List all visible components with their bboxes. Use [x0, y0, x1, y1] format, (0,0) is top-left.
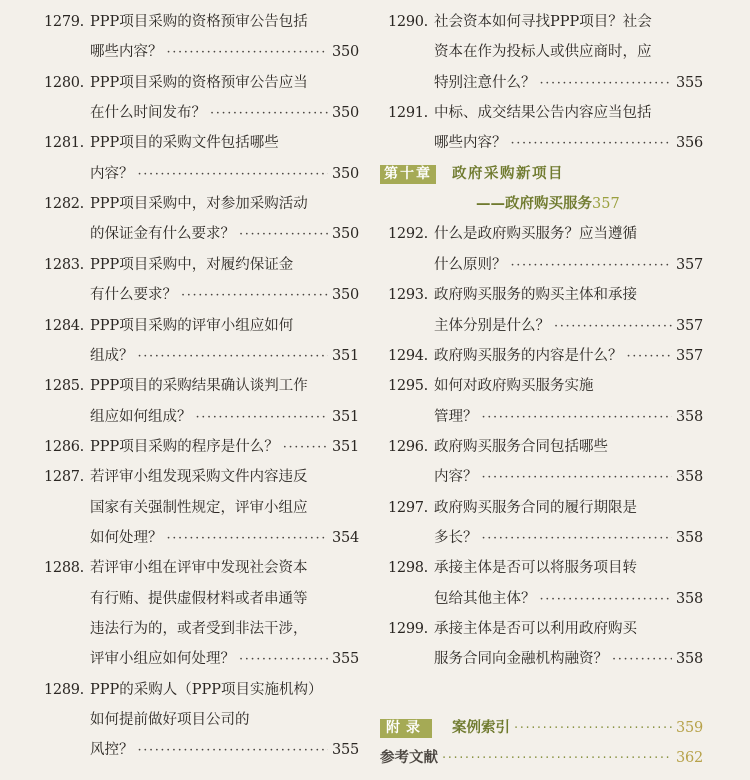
- entry-line[interactable]: [90, 280, 360, 311]
- entry-line[interactable]: [434, 644, 704, 675]
- toc-entry-line: [36, 462, 356, 492]
- dot-leader: [511, 129, 673, 159]
- toc-entry-line: [36, 311, 356, 341]
- dot-leader: [283, 433, 328, 463]
- entry-line[interactable]: [90, 644, 360, 675]
- toc-entry-line: [36, 280, 360, 310]
- page-number: 350: [332, 105, 360, 122]
- toc-entry-line: [36, 675, 356, 705]
- entry-line[interactable]: [434, 250, 704, 281]
- appendix-heading[interactable]: [380, 713, 704, 743]
- entry-title-text: 多长？: [434, 529, 478, 546]
- chapter-heading[interactable]: [380, 159, 700, 189]
- entry-number: 1280.: [43, 74, 84, 91]
- appendix-tag: 附录: [380, 719, 432, 738]
- dot-leader: [514, 714, 672, 744]
- entry-title-text: 承接主体是否可以将服务项目转: [434, 560, 637, 577]
- entry-line[interactable]: [90, 584, 356, 614]
- entry-title-text: 若评审小组在评审中发现社会资本: [90, 560, 308, 577]
- entry-number: 1293.: [387, 287, 428, 304]
- toc-entry-line: [380, 584, 704, 614]
- entry-number: 1284.: [43, 317, 84, 334]
- dot-leader: [482, 463, 673, 493]
- toc-entry-line: [36, 735, 360, 765]
- toc-entry-line: [36, 402, 360, 432]
- entry-line[interactable]: [90, 432, 360, 463]
- toc-entry-line: [36, 98, 360, 128]
- toc-entry-line: [380, 462, 704, 492]
- entry-line[interactable]: [434, 219, 700, 249]
- entry-line[interactable]: [90, 462, 356, 492]
- toc-entry-line: [380, 341, 704, 371]
- entry-title-text: PPP项目的采购结果确认谈判工作: [90, 378, 308, 395]
- page-number: 350: [332, 226, 360, 243]
- entry-title-text: 组应如何组成？: [90, 408, 192, 425]
- dot-leader: [181, 281, 328, 311]
- appendix-line: [452, 713, 704, 744]
- entry-title-text: 在什么时间发布？: [90, 105, 206, 122]
- entry-title-text: 社会资本如何寻找PPP项目？社会: [434, 14, 652, 30]
- toc-entry-line: [36, 432, 360, 462]
- entry-number: 1291.: [387, 105, 428, 122]
- entry-title-text: 政府购买服务的内容是什么？: [434, 347, 623, 364]
- toc-entry-line: [380, 7, 700, 37]
- entry-line[interactable]: [90, 614, 356, 644]
- page-number: 351: [332, 408, 360, 425]
- entry-title-text: 政府购买服务的购买主体和承接: [434, 287, 637, 304]
- entry-title-text: 政府购买服务合同的履行期限是: [434, 499, 637, 516]
- toc-entry-line: [380, 37, 700, 67]
- entry-line[interactable]: [434, 37, 700, 67]
- entry-title-text: 有行贿、提供虚假材料或者串通等: [90, 590, 308, 607]
- entry-line[interactable]: [434, 128, 704, 159]
- entry-line[interactable]: [90, 250, 356, 280]
- toc-entry-line: [380, 614, 700, 644]
- entry-title-text: PPP项目采购的资格预审公告应当: [90, 74, 308, 91]
- dot-leader: [540, 69, 673, 99]
- dot-leader: [554, 312, 672, 342]
- page-number: 350: [332, 165, 360, 182]
- toc-entry-line: [36, 37, 360, 67]
- chapter-tag: 第十章: [380, 165, 436, 184]
- references-line: [380, 743, 704, 774]
- page-number: 355: [332, 651, 360, 668]
- toc-entry-line: [380, 432, 700, 462]
- page-number: 359: [676, 719, 704, 736]
- dot-leader: [442, 744, 672, 774]
- entry-number: 1285.: [43, 378, 84, 395]
- entry-title-text: 主体分别是什么？: [434, 317, 550, 334]
- page-number: 357: [592, 196, 620, 213]
- toc-entry-line: [380, 98, 700, 128]
- toc-entry-line: [380, 250, 704, 280]
- dot-leader: [167, 524, 329, 554]
- dot-leader: [482, 524, 673, 554]
- page-number: 351: [332, 438, 360, 455]
- entry-line[interactable]: [434, 402, 704, 433]
- dot-leader: [138, 736, 329, 766]
- entry-line[interactable]: [90, 735, 360, 766]
- entry-title-text: 管理？: [434, 408, 478, 425]
- toc-entry-line: [36, 523, 360, 553]
- toc-entry-line: [380, 523, 704, 553]
- toc-entry-line: [380, 311, 704, 341]
- toc-entry-line: [36, 250, 356, 280]
- entry-line[interactable]: [434, 614, 700, 644]
- entry-line[interactable]: [90, 402, 360, 433]
- entry-title-text: 中标、成交结果公告内容应当包括: [434, 105, 652, 122]
- toc-entry-line: [36, 493, 356, 523]
- entry-line[interactable]: [90, 159, 360, 190]
- entry-title-text: 评审小组应如何处理？: [90, 651, 235, 668]
- entry-title-text: 如何处理？: [90, 529, 163, 546]
- dot-leader: [138, 342, 329, 372]
- dot-leader: [138, 160, 329, 190]
- toc-entry-line: [380, 68, 704, 98]
- toc-entry-line: [380, 402, 704, 432]
- references-title: 参考文献: [380, 750, 438, 767]
- toc-entry-line: [36, 341, 360, 371]
- toc-entry-line: [36, 705, 356, 735]
- entry-number: 1290.: [387, 14, 428, 30]
- toc-entry-line: [36, 584, 356, 614]
- entry-line[interactable]: [434, 371, 700, 401]
- page-number: 350: [332, 287, 360, 304]
- entry-line[interactable]: [90, 523, 360, 554]
- page-number: 358: [676, 469, 704, 486]
- entry-line[interactable]: [90, 219, 360, 250]
- entry-line[interactable]: [434, 280, 700, 310]
- toc-entry-line: [36, 159, 360, 189]
- page-number: 358: [676, 529, 704, 546]
- entry-line[interactable]: [90, 37, 360, 68]
- entry-title-text: 的保证金有什么要求？: [90, 226, 235, 243]
- entry-title-text: 若评审小组发现采购文件内容违反: [90, 469, 308, 486]
- entry-number: 1283.: [43, 256, 84, 273]
- entry-line[interactable]: [90, 128, 356, 158]
- entry-number: 1279.: [43, 14, 84, 30]
- page-number: 355: [332, 742, 360, 759]
- entry-title-text: 哪些内容？: [434, 135, 507, 152]
- chapter-subtitle-text: ——政府购买服务: [476, 196, 592, 213]
- entry-line[interactable]: [90, 493, 356, 523]
- dot-leader: [482, 403, 673, 433]
- entry-title-text: PPP项目采购的程序是什么？: [90, 438, 279, 455]
- entry-title-text: 内容？: [434, 469, 478, 486]
- entry-title-text: 组成？: [90, 347, 134, 364]
- page-number: 358: [676, 651, 704, 668]
- entry-number: 1297.: [387, 499, 428, 516]
- appendix-title: 案例索引: [452, 719, 510, 736]
- entry-line[interactable]: [90, 189, 356, 219]
- entry-title-text: 什么是政府购买服务？应当遵循: [434, 226, 637, 243]
- chapter-subtitle-line[interactable]: [380, 189, 700, 219]
- entry-number: 1292.: [387, 226, 428, 243]
- page-number: 357: [676, 347, 704, 364]
- entry-line[interactable]: [90, 98, 360, 129]
- entry-title-text: 政府购买服务合同包括哪些: [434, 438, 608, 455]
- entry-line[interactable]: [90, 371, 356, 401]
- entry-title-text: PPP项目采购的资格预审公告包括: [90, 14, 308, 30]
- toc-entry-line: [380, 128, 704, 158]
- entry-line[interactable]: [434, 98, 700, 128]
- entry-line[interactable]: [90, 553, 356, 583]
- toc-entry-line: [380, 553, 700, 583]
- dot-leader: [511, 251, 673, 281]
- dot-leader: [210, 99, 328, 129]
- toc-entry-line: [380, 219, 700, 249]
- toc-entry-line: [380, 493, 700, 523]
- entry-title-text: 国家有关强制性规定，评审小组应: [90, 499, 308, 516]
- page-number: 356: [676, 135, 704, 152]
- page-number: 350: [332, 44, 360, 61]
- entry-title-text: 特别注意什么？: [434, 74, 536, 91]
- toc-entry-line: [36, 371, 356, 401]
- page-number: 358: [676, 590, 704, 607]
- toc-entry-line: [36, 189, 356, 219]
- entry-line[interactable]: [434, 432, 700, 462]
- dot-leader: [612, 645, 672, 675]
- entry-line[interactable]: [434, 584, 704, 615]
- page-number: 357: [676, 317, 704, 334]
- entry-line[interactable]: [90, 341, 360, 372]
- toc-entry-line: [380, 644, 704, 674]
- entry-line[interactable]: [434, 553, 700, 583]
- page-number: 358: [676, 408, 704, 425]
- toc-entry-line: [36, 7, 356, 37]
- entry-title-text: 服务合同向金融机构融资？: [434, 651, 608, 668]
- toc-entry-line: [36, 128, 356, 158]
- entry-title-text: 哪些内容？: [90, 44, 163, 61]
- toc-entry-line: [36, 644, 360, 674]
- entry-number: 1294.: [387, 347, 428, 364]
- entry-title-text: 如何对政府购买服务实施: [434, 378, 594, 395]
- toc-entry-line: [380, 280, 700, 310]
- entry-line[interactable]: [434, 462, 704, 493]
- dot-leader: [167, 38, 329, 68]
- entry-title-text: PPP项目采购中，对参加采购活动: [90, 196, 308, 213]
- entry-line[interactable]: [90, 7, 356, 37]
- entry-line[interactable]: [434, 68, 704, 99]
- entry-title-text: 内容？: [90, 165, 134, 182]
- dot-leader: [540, 585, 673, 615]
- entry-line[interactable]: [90, 68, 356, 98]
- entry-number: 1298.: [387, 560, 428, 577]
- entry-title-text: PPP项目采购中，对履约保证金: [90, 256, 294, 273]
- dot-leader: [627, 342, 673, 372]
- entry-line[interactable]: [90, 705, 356, 735]
- page-number: 354: [332, 529, 360, 546]
- entry-number: 1287.: [43, 469, 84, 486]
- entry-number: 1289.: [43, 681, 84, 698]
- toc-entry-line: [36, 68, 356, 98]
- dot-leader: [239, 645, 328, 675]
- entry-title-text: 资本在作为投标人或供应商时，应: [434, 44, 652, 61]
- entry-title-text: 包给其他主体？: [434, 590, 536, 607]
- chapter-subtitle: [476, 189, 700, 219]
- toc-entry-line: [36, 614, 356, 644]
- entry-number: 1281.: [43, 135, 84, 152]
- entry-title-text: 如何提前做好项目公司的: [90, 712, 250, 729]
- entry-title-text: 什么原则？: [434, 256, 507, 273]
- chapter-title: 政府采购新项目: [452, 165, 564, 182]
- entry-number: 1299.: [387, 621, 428, 637]
- entry-line[interactable]: [434, 7, 700, 37]
- entry-number: 1288.: [43, 560, 84, 577]
- entry-number: 1282.: [43, 196, 84, 213]
- entry-line[interactable]: [434, 311, 704, 342]
- entry-number: 1295.: [387, 378, 428, 395]
- entry-line[interactable]: [434, 523, 704, 554]
- toc-entry-line: [380, 371, 700, 401]
- page-number: 355: [676, 74, 704, 91]
- entry-title-text: 风控？: [90, 742, 134, 759]
- page-number: 357: [676, 256, 704, 273]
- page-number: 351: [332, 347, 360, 364]
- entry-line[interactable]: [434, 341, 704, 372]
- entry-number: 1286.: [43, 438, 84, 455]
- entry-line[interactable]: [434, 493, 700, 523]
- entry-line[interactable]: [90, 675, 356, 705]
- entry-title-text: PPP项目采购的评审小组应如何: [90, 317, 294, 334]
- references-heading[interactable]: [380, 743, 704, 773]
- entry-title-text: PPP项目的采购文件包括哪些: [90, 135, 279, 152]
- entry-number: 1296.: [387, 438, 428, 455]
- page-number: 362: [676, 750, 704, 767]
- entry-title-text: 承接主体是否可以利用政府购买: [434, 621, 637, 637]
- toc-entry-line: [36, 219, 360, 249]
- toc-entry-line: [36, 553, 356, 583]
- dot-leader: [196, 403, 329, 433]
- entry-line[interactable]: [90, 311, 356, 341]
- entry-title-text: 违法行为的，或者受到非法干涉，: [90, 621, 308, 637]
- entry-title-text: 有什么要求？: [90, 287, 177, 304]
- dot-leader: [239, 220, 328, 250]
- entry-title-text: PPP的采购人（PPP项目实施机构）: [90, 681, 323, 698]
